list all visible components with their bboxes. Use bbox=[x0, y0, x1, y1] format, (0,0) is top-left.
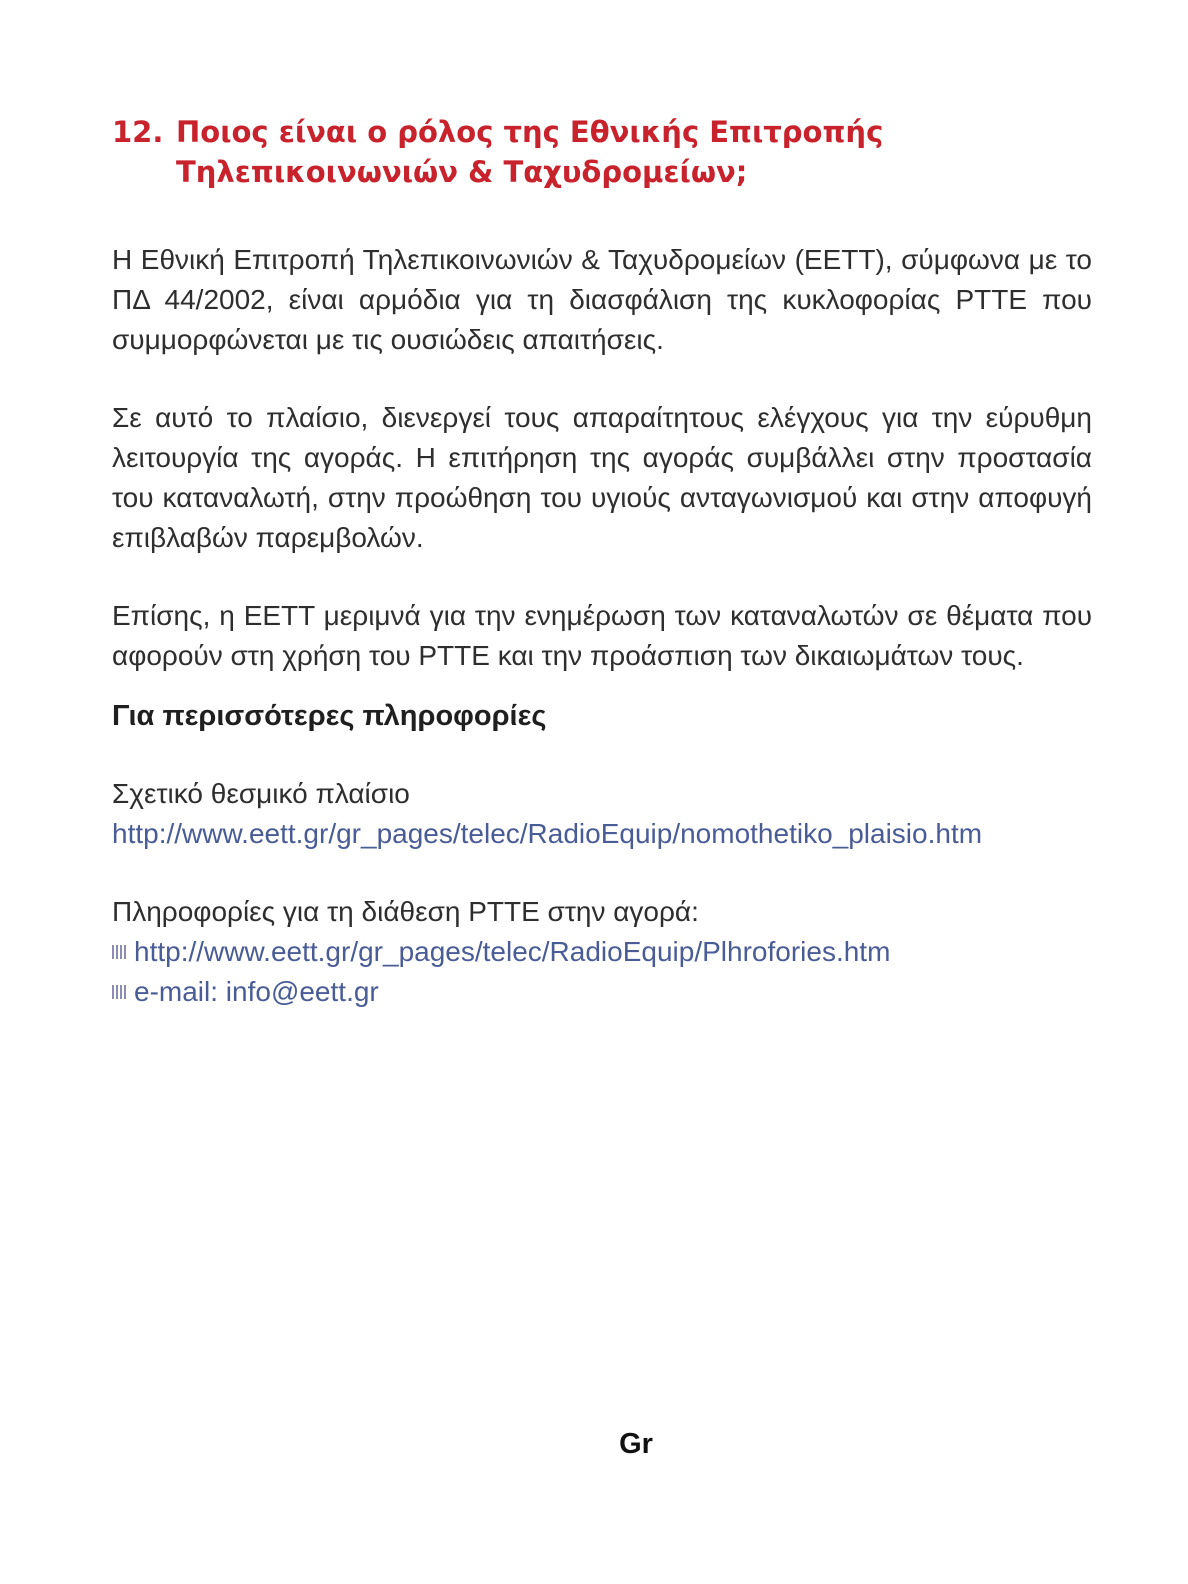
more-info-title: Για περισσότερες πληροφορίες bbox=[112, 700, 547, 732]
market-info-block bbox=[112, 892, 1092, 1012]
section-title-line-1: Ποιος είναι ο ρόλος της Εθνικής Επιτροπής bbox=[176, 115, 884, 149]
market-info-link-row bbox=[112, 932, 1092, 972]
market-info-link[interactable]: http://www.eett.gr/gr_pages/telec/RadioEquip/Plhrofories.htm bbox=[134, 936, 891, 967]
page-language-code: Gr bbox=[619, 1428, 653, 1460]
section-number: 12. bbox=[112, 115, 164, 149]
section-title-line-2: Τηλεπικοινωνιών & Ταχυδρομείων; bbox=[176, 155, 748, 189]
legal-framework-block bbox=[112, 774, 1092, 854]
section-title bbox=[176, 112, 1092, 192]
email-row bbox=[112, 972, 1092, 1012]
legal-framework-label: Σχετικό θεσμικό πλαίσιο bbox=[112, 778, 410, 809]
bullet-icon bbox=[112, 985, 128, 999]
paragraph-eett-role: Η Εθνική Επιτροπή Τηλεπικοινωνιών & Ταχυδρομείων (ΕΕΤΤ), σύμφωνα με το ΠΔ 44/2002, είναι αρμόδια για τη διασφάλιση της κυκλοφορίας PTTE που συμμορφώνεται με τις ουσιώδεις απαιτήσεις. bbox=[112, 244, 1092, 355]
legal-framework-link[interactable]: http://www.eett.gr/gr_pages/telec/RadioEquip/nomothetiko_plaisio.htm bbox=[112, 818, 983, 849]
paragraph-market-surveillance: Σε αυτό το πλαίσιο, διενεργεί τους απαραίτητους ελέγχους για την εύρυθμη λειτουργία της αγοράς. Η επιτήρηση της αγοράς συμβάλλει στην προστασία του καταναλωτή, στην προώθηση του υγιούς ανταγωνισμού και στην αποφυγή επιβλαβών παρεμβολών. bbox=[112, 402, 1092, 553]
bullet-icon bbox=[112, 945, 128, 959]
paragraph-consumer-information: Επίσης, η ΕΕΤΤ μεριμνά για την ενημέρωση των καταναλωτών σε θέματα που αφορούν στη χρήση του PTTE και την προάσπιση των δικαιωμάτων τους. bbox=[112, 600, 1092, 671]
email-link[interactable]: e-mail: info@eett.gr bbox=[134, 976, 379, 1007]
market-info-label: Πληροφορίες για τη διάθεση PTTE στην αγορά: bbox=[112, 896, 699, 927]
document-page bbox=[112, 112, 1092, 1012]
section-heading bbox=[112, 112, 1092, 192]
